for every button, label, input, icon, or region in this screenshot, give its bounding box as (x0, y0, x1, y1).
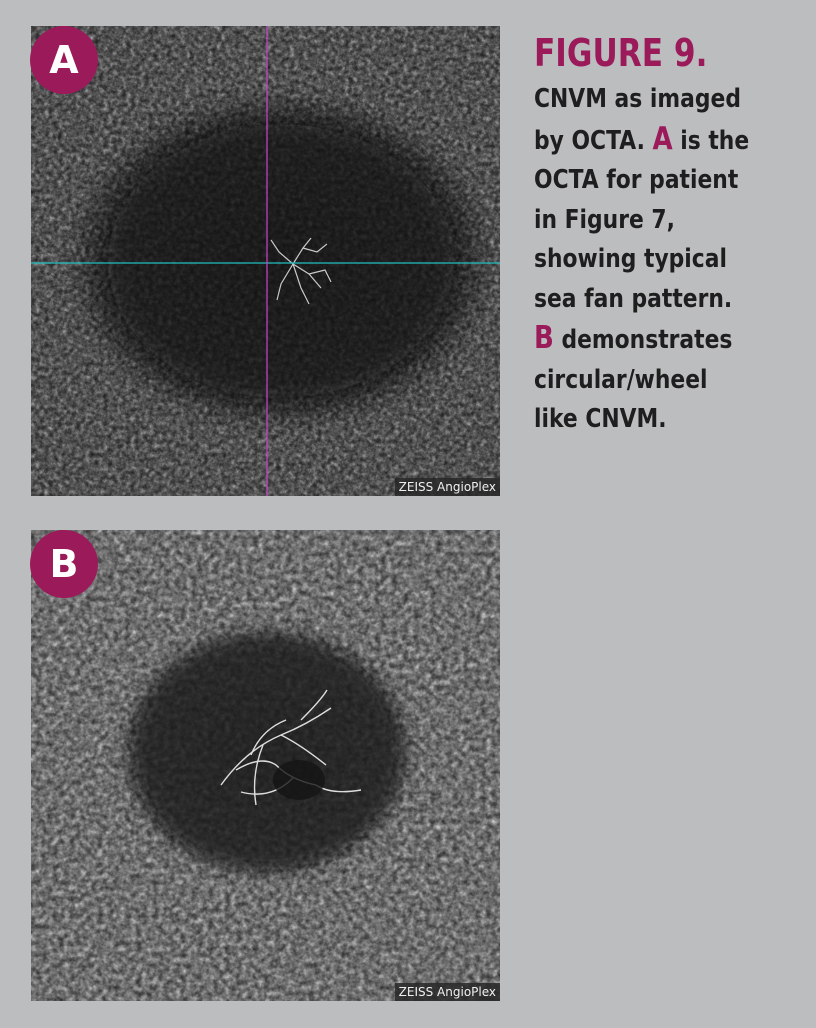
central-dark-region (273, 760, 325, 800)
panel-label-a: A (30, 26, 98, 94)
octa-image-a (31, 26, 500, 496)
caption-line (534, 120, 803, 162)
caption-segment: demonstrates (553, 325, 733, 355)
caption-segment: sea fan pattern. (534, 283, 733, 314)
panel-reference-b: B (534, 320, 554, 356)
caption-segment: by OCTA. (534, 125, 653, 156)
octa-image-b (31, 530, 500, 1001)
octa-scan-b (31, 530, 500, 1001)
caption-segment: is the (672, 125, 750, 156)
panel-reference-a: A (652, 120, 673, 157)
caption-segment: circular/wheel (534, 364, 708, 395)
caption-line (534, 319, 803, 361)
caption-segment: OCTA for patient (534, 165, 739, 195)
caption-segment: showing typical (534, 244, 727, 274)
caption-line (534, 400, 803, 440)
octa-scan-a (31, 26, 500, 496)
figure-title: FIGURE 9. (534, 31, 708, 75)
caption-text (534, 80, 803, 440)
caption-line (534, 280, 803, 320)
zeiss-watermark-a: ZEISS AngioPlex (395, 478, 500, 496)
caption-line (534, 80, 803, 120)
caption-segment: CNVM as imaged (534, 84, 741, 114)
figure-caption (534, 26, 804, 440)
caption-line (534, 161, 803, 201)
panel-label-b: B (30, 530, 98, 598)
caption-segment: in Figure 7, (534, 204, 675, 235)
caption-line (534, 361, 803, 401)
caption-line (534, 240, 803, 280)
zeiss-watermark-b: ZEISS AngioPlex (395, 983, 500, 1001)
caption-segment: like CNVM. (534, 404, 667, 434)
caption-line (534, 201, 803, 241)
